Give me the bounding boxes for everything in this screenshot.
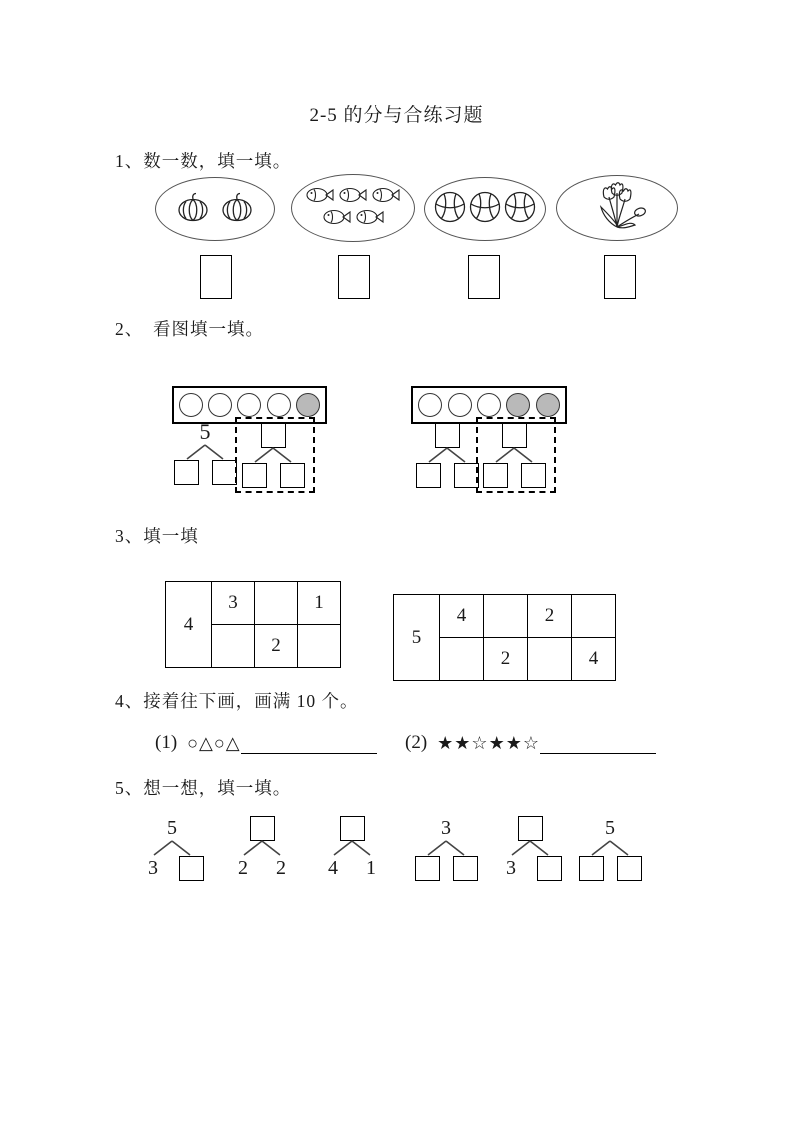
answer-box[interactable] [250, 816, 275, 841]
branch-lines [498, 840, 562, 856]
split-part-number: 2 [276, 856, 286, 879]
answer-line[interactable] [540, 730, 656, 754]
split-top-number: 3 [441, 816, 451, 839]
branch-lines [140, 840, 204, 856]
circle-white [477, 393, 501, 417]
star-pattern: ★★☆★★☆ [437, 733, 540, 753]
q4-item-1 [155, 730, 377, 754]
q1-count-box[interactable] [604, 255, 634, 297]
answer-box[interactable] [483, 463, 508, 488]
q1-group-volleyballs [424, 177, 546, 241]
q1-group-pumpkins [155, 177, 275, 241]
circle-gray [296, 393, 320, 417]
q3-table-5 [393, 594, 616, 681]
split-top-number: 5 [605, 816, 615, 839]
circle-white [179, 393, 203, 417]
q2-split-diagram [241, 422, 305, 490]
table-cell-blank[interactable] [255, 582, 298, 625]
table-cell: 2 [528, 595, 572, 638]
q3-label: 3、填一填 [115, 526, 199, 546]
table-cell: 2 [484, 638, 528, 681]
circle-white [418, 393, 442, 417]
table-head-cell: 5 [394, 595, 440, 681]
q5-split-diagram [320, 815, 384, 883]
split-part-number: 1 [366, 856, 376, 879]
circle-white [208, 393, 232, 417]
answer-box[interactable] [502, 423, 527, 448]
page-title: 2-5 的分与合练习题 [309, 105, 484, 126]
table-cell-blank[interactable] [572, 595, 616, 638]
q2-split-diagram [415, 422, 479, 490]
answer-box[interactable] [179, 856, 204, 881]
branch-lines [578, 840, 642, 856]
q4-label: 4、接着往下画，画满 10 个。 [115, 691, 359, 711]
volleyball-icon [434, 191, 466, 228]
q5-split-diagram [498, 815, 562, 883]
split-top-number: 5 [167, 816, 177, 839]
answer-box[interactable] [415, 856, 440, 881]
q5-split-diagram [140, 815, 204, 883]
answer-box[interactable] [617, 856, 642, 881]
branch-lines [230, 840, 294, 856]
q1-count-box[interactable] [200, 255, 230, 297]
circle-white [267, 393, 291, 417]
answer-box[interactable] [454, 463, 479, 488]
table-cell-blank[interactable] [528, 638, 572, 681]
q2-split-diagram [173, 419, 237, 487]
item-prefix: (2) [405, 732, 428, 753]
fish-icon [322, 208, 352, 230]
answer-box[interactable] [521, 463, 546, 488]
q4-item-2 [405, 730, 656, 754]
branch-lines [415, 447, 479, 463]
answer-box[interactable] [174, 460, 199, 485]
answer-box[interactable] [416, 463, 441, 488]
volleyball-icon [504, 191, 536, 228]
pumpkin-icon [219, 192, 255, 227]
q1-group-tulips [556, 175, 678, 241]
q1-group-fish [291, 174, 415, 242]
circle-gray [506, 393, 530, 417]
table-cell-blank[interactable] [440, 638, 484, 681]
answer-box[interactable] [261, 423, 286, 448]
split-part-number: 4 [328, 856, 338, 879]
fish-icon [338, 186, 368, 208]
answer-box[interactable] [537, 856, 562, 881]
table-head-cell: 4 [166, 582, 212, 668]
table-cell-blank[interactable] [484, 595, 528, 638]
table-cell: 1 [298, 582, 341, 625]
fish-icon [371, 186, 401, 208]
split-top-number: 5 [199, 419, 211, 444]
pumpkin-icon [175, 192, 211, 227]
branch-lines [320, 840, 384, 856]
q5-split-diagram [414, 815, 478, 883]
answer-box[interactable] [435, 423, 460, 448]
q2-split-diagram [482, 422, 546, 490]
circle-white [448, 393, 472, 417]
answer-box[interactable] [453, 856, 478, 881]
q2-label: 2、 看图填一填。 [115, 319, 264, 339]
circle-gray [536, 393, 560, 417]
split-part-number: 3 [148, 856, 158, 879]
branch-lines [173, 444, 237, 460]
tulip-bouquet-icon [585, 181, 649, 236]
q5-split-diagram [578, 815, 642, 883]
table-cell: 3 [212, 582, 255, 625]
table-cell: 4 [440, 595, 484, 638]
split-part-number: 2 [238, 856, 248, 879]
q1-count-box[interactable] [468, 255, 498, 297]
answer-box[interactable] [280, 463, 305, 488]
item-prefix: (1) [155, 732, 178, 753]
table-cell-blank[interactable] [298, 625, 341, 668]
answer-box[interactable] [518, 816, 543, 841]
q1-label: 1、数一数，填一填。 [115, 151, 292, 171]
split-part-number: 3 [506, 856, 516, 879]
circle-white [237, 393, 261, 417]
branch-lines [241, 447, 305, 463]
fish-group [305, 186, 401, 230]
q3-table-4 [165, 581, 341, 668]
answer-box[interactable] [212, 460, 237, 485]
branch-lines [482, 447, 546, 463]
table-cell: 4 [572, 638, 616, 681]
answer-box[interactable] [340, 816, 365, 841]
branch-lines [414, 840, 478, 856]
answer-box[interactable] [242, 463, 267, 488]
q5-split-diagram [230, 815, 294, 883]
volleyball-icon [469, 191, 501, 228]
table-cell: 2 [255, 625, 298, 668]
answer-box[interactable] [579, 856, 604, 881]
q1-count-box[interactable] [338, 255, 368, 297]
answer-line[interactable] [241, 730, 377, 754]
shape-pattern: ○△○△ [187, 733, 241, 753]
q5-label: 5、想一想，填一填。 [115, 778, 292, 798]
table-cell-blank[interactable] [212, 625, 255, 668]
fish-icon [305, 186, 335, 208]
fish-icon [355, 208, 385, 230]
